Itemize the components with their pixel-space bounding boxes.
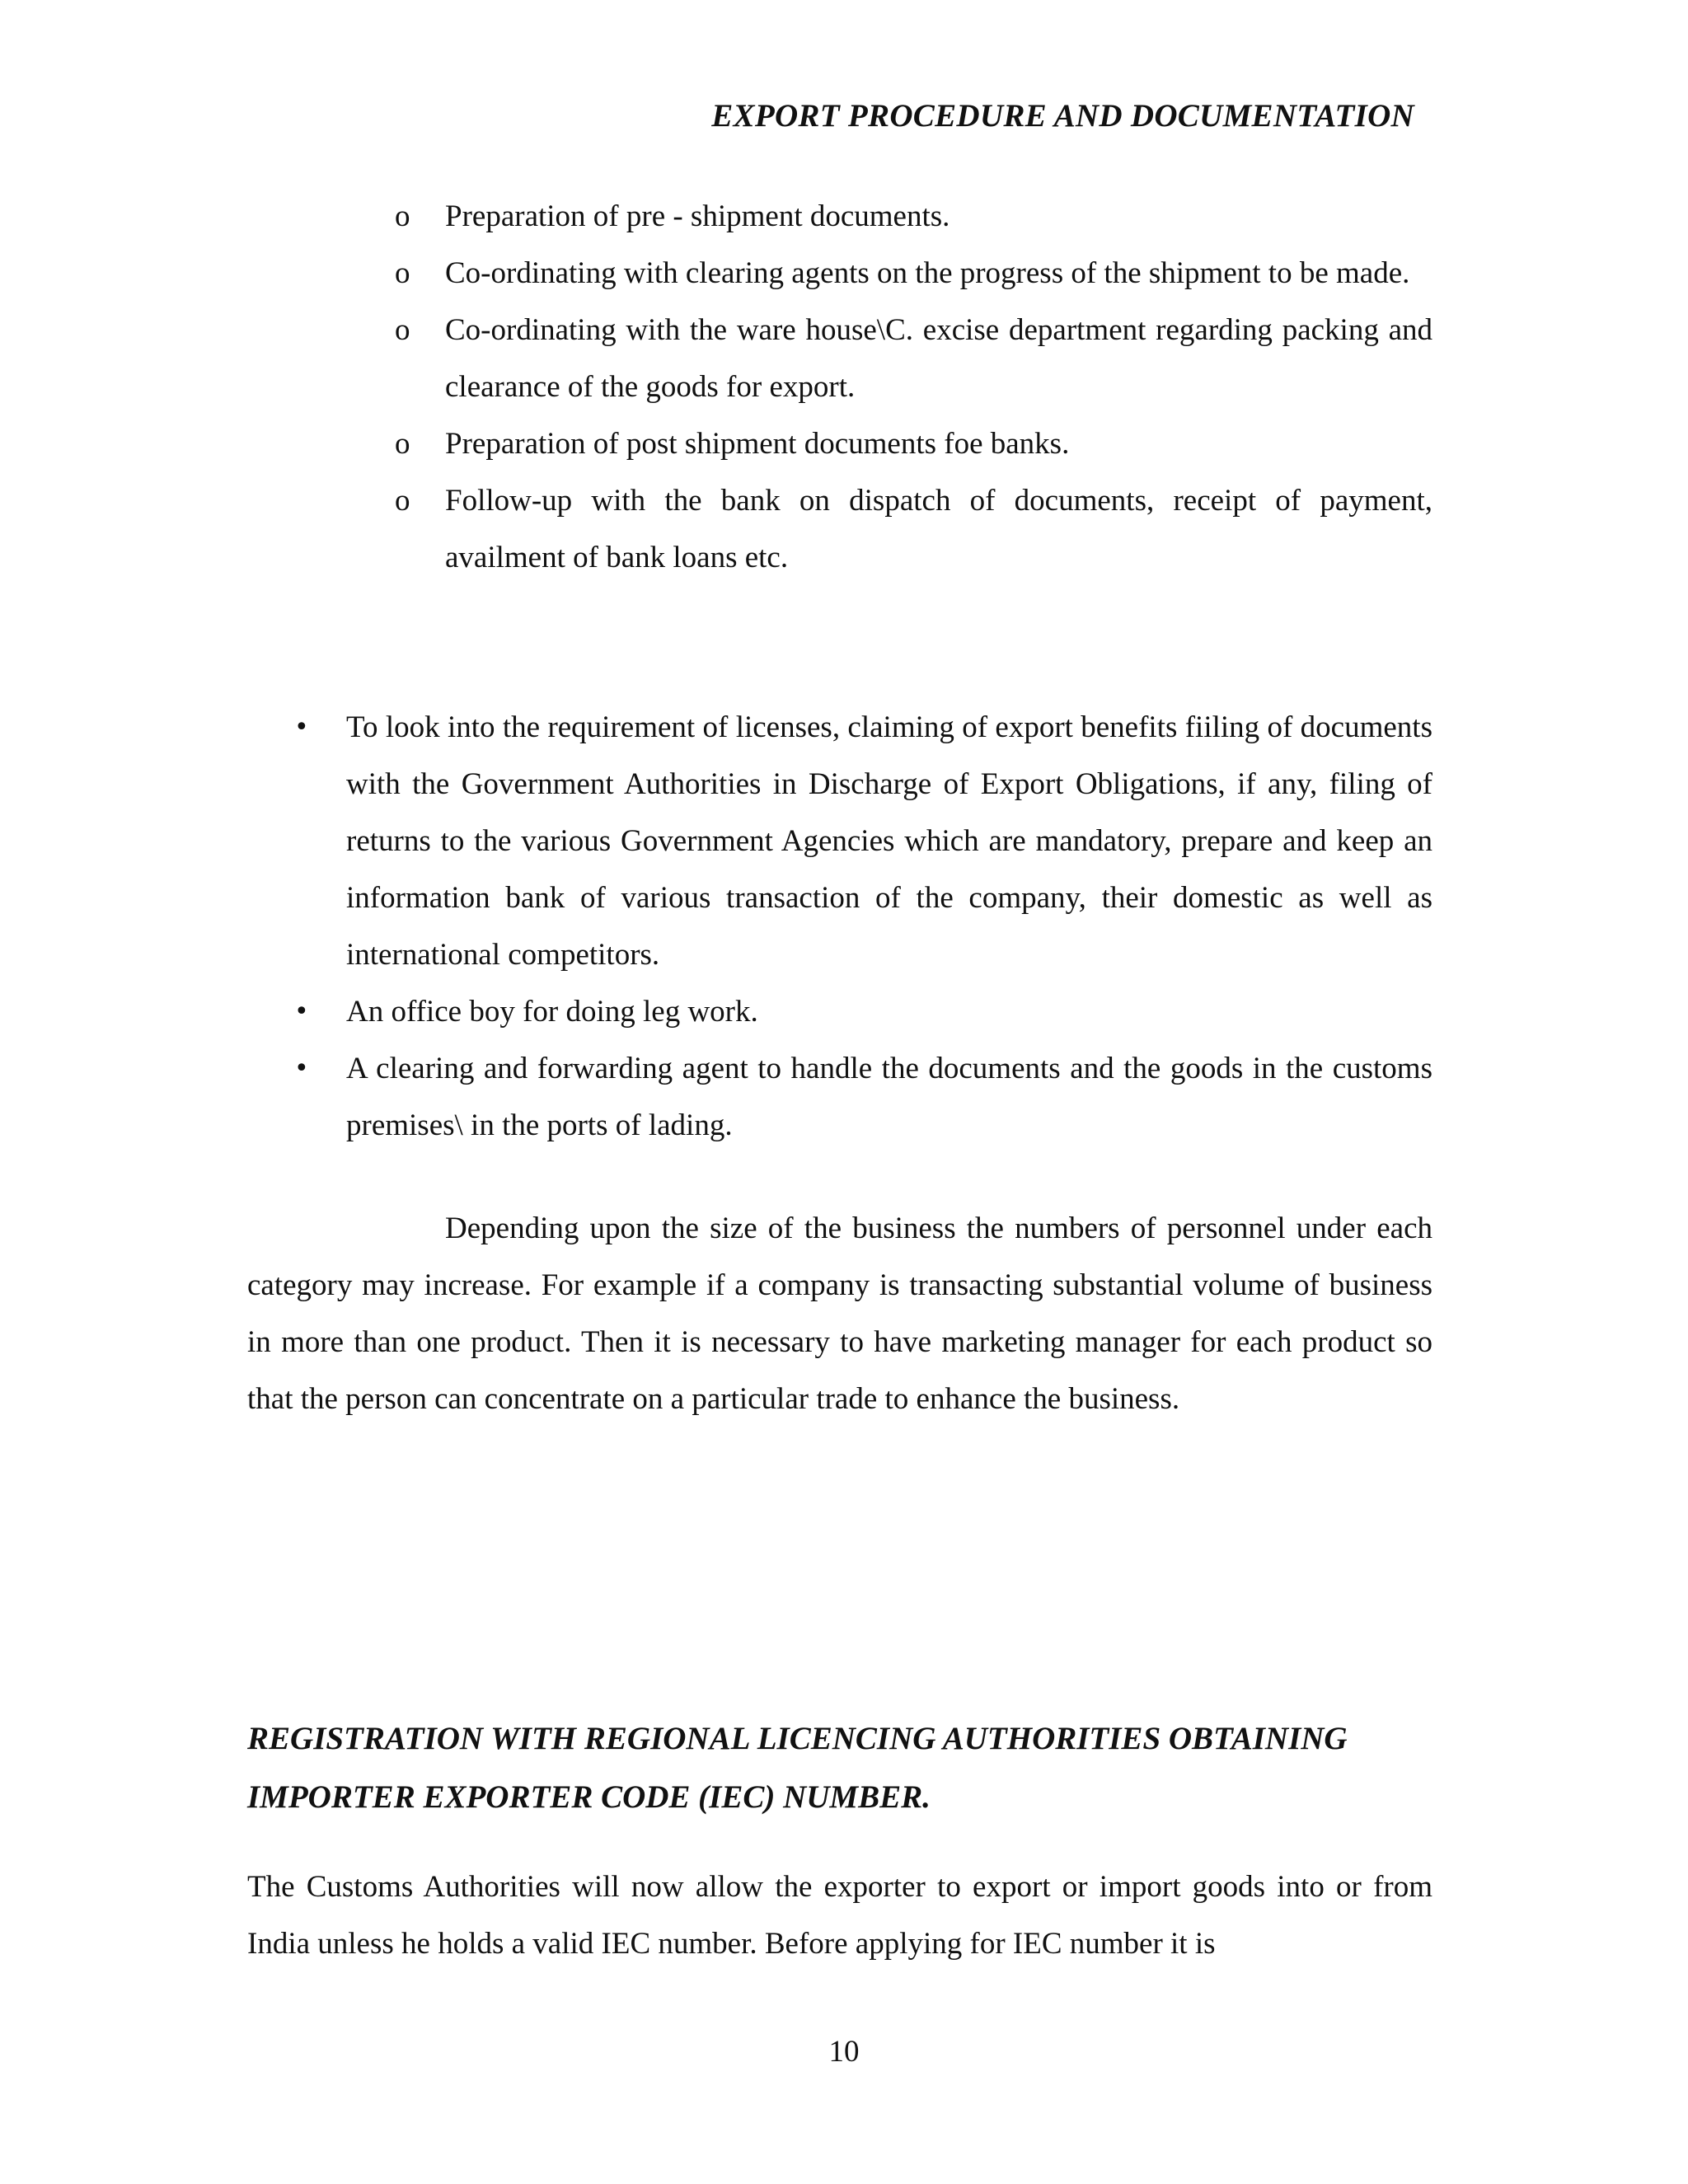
bullet-icon: •	[294, 713, 309, 742]
section-paragraph: The Customs Authorities will now allow the exporter to export or import goods into or from India unless he holds a valid IEC number. Before applying for IEC number it is	[247, 1870, 1432, 1961]
circle-bullet-icon: o	[395, 427, 410, 461]
sub-list-item-text: Co-ordinating with clearing agents on the progress of the shipment to be made.	[445, 256, 1410, 290]
circle-bullet-icon: o	[395, 199, 410, 233]
sub-list	[387, 188, 1432, 586]
sub-list-item-text: Co-ordinating with the ware house\C. excise department regarding packing and clearance of the goods for export.	[445, 313, 1432, 404]
bullet-icon: •	[294, 1054, 309, 1083]
main-list	[288, 699, 1432, 1154]
main-list-item	[288, 983, 1432, 1040]
circle-bullet-icon: o	[395, 484, 410, 518]
sub-list-item	[387, 472, 1432, 586]
main-list-item-text: An office boy for doing leg work.	[346, 995, 758, 1029]
sub-list-item	[387, 302, 1432, 415]
sub-list-item-text: Follow-up with the bank on dispatch of documents, receipt of payment, availment of bank loans etc.	[445, 484, 1432, 574]
sub-list-item	[387, 245, 1432, 302]
circle-bullet-icon: o	[395, 256, 410, 290]
page-number: 10	[828, 2035, 860, 2069]
running-header: EXPORT PROCEDURE AND DOCUMENTATION	[711, 98, 1414, 134]
main-list-item	[288, 699, 1432, 983]
sub-list-item	[387, 415, 1432, 472]
body-paragraph: Depending upon the size of the business the numbers of personnel under each category may increase. For example if a company is transacting substantial volume of business in more than one product. Then it is necessary to have marketing manager for each product so that the person can concentrate on a particular trade to enhance the business.	[247, 1212, 1432, 1416]
sub-list-item-text: Preparation of post shipment documents foe banks.	[445, 427, 1070, 461]
main-list-item	[288, 1040, 1432, 1154]
sub-list-item-text: Preparation of pre - shipment documents.	[445, 199, 950, 233]
sub-list-item	[387, 188, 1432, 245]
main-list-item-text: To look into the requirement of licenses, claiming of export benefits fiiling of documents with the Government Authorities in Discharge of Export Obligations, if any, filing of returns to the various Government Agencies which are mandatory, prepare and keep an information bank of various transaction of the company, their domestic as well as international competitors.	[346, 710, 1432, 972]
bullet-icon: •	[294, 997, 309, 1026]
main-list-item-text: A clearing and forwarding agent to handle the documents and the goods in the customs premises\ in the ports of lading.	[346, 1052, 1432, 1142]
section-heading-line: IMPORTER EXPORTER CODE (IEC) NUMBER.	[247, 1779, 931, 1815]
circle-bullet-icon: o	[395, 313, 410, 347]
section-heading-line: REGISTRATION WITH REGIONAL LICENCING AUTHORITIES OBTAINING	[247, 1721, 1348, 1756]
section-heading	[247, 1709, 1451, 1826]
